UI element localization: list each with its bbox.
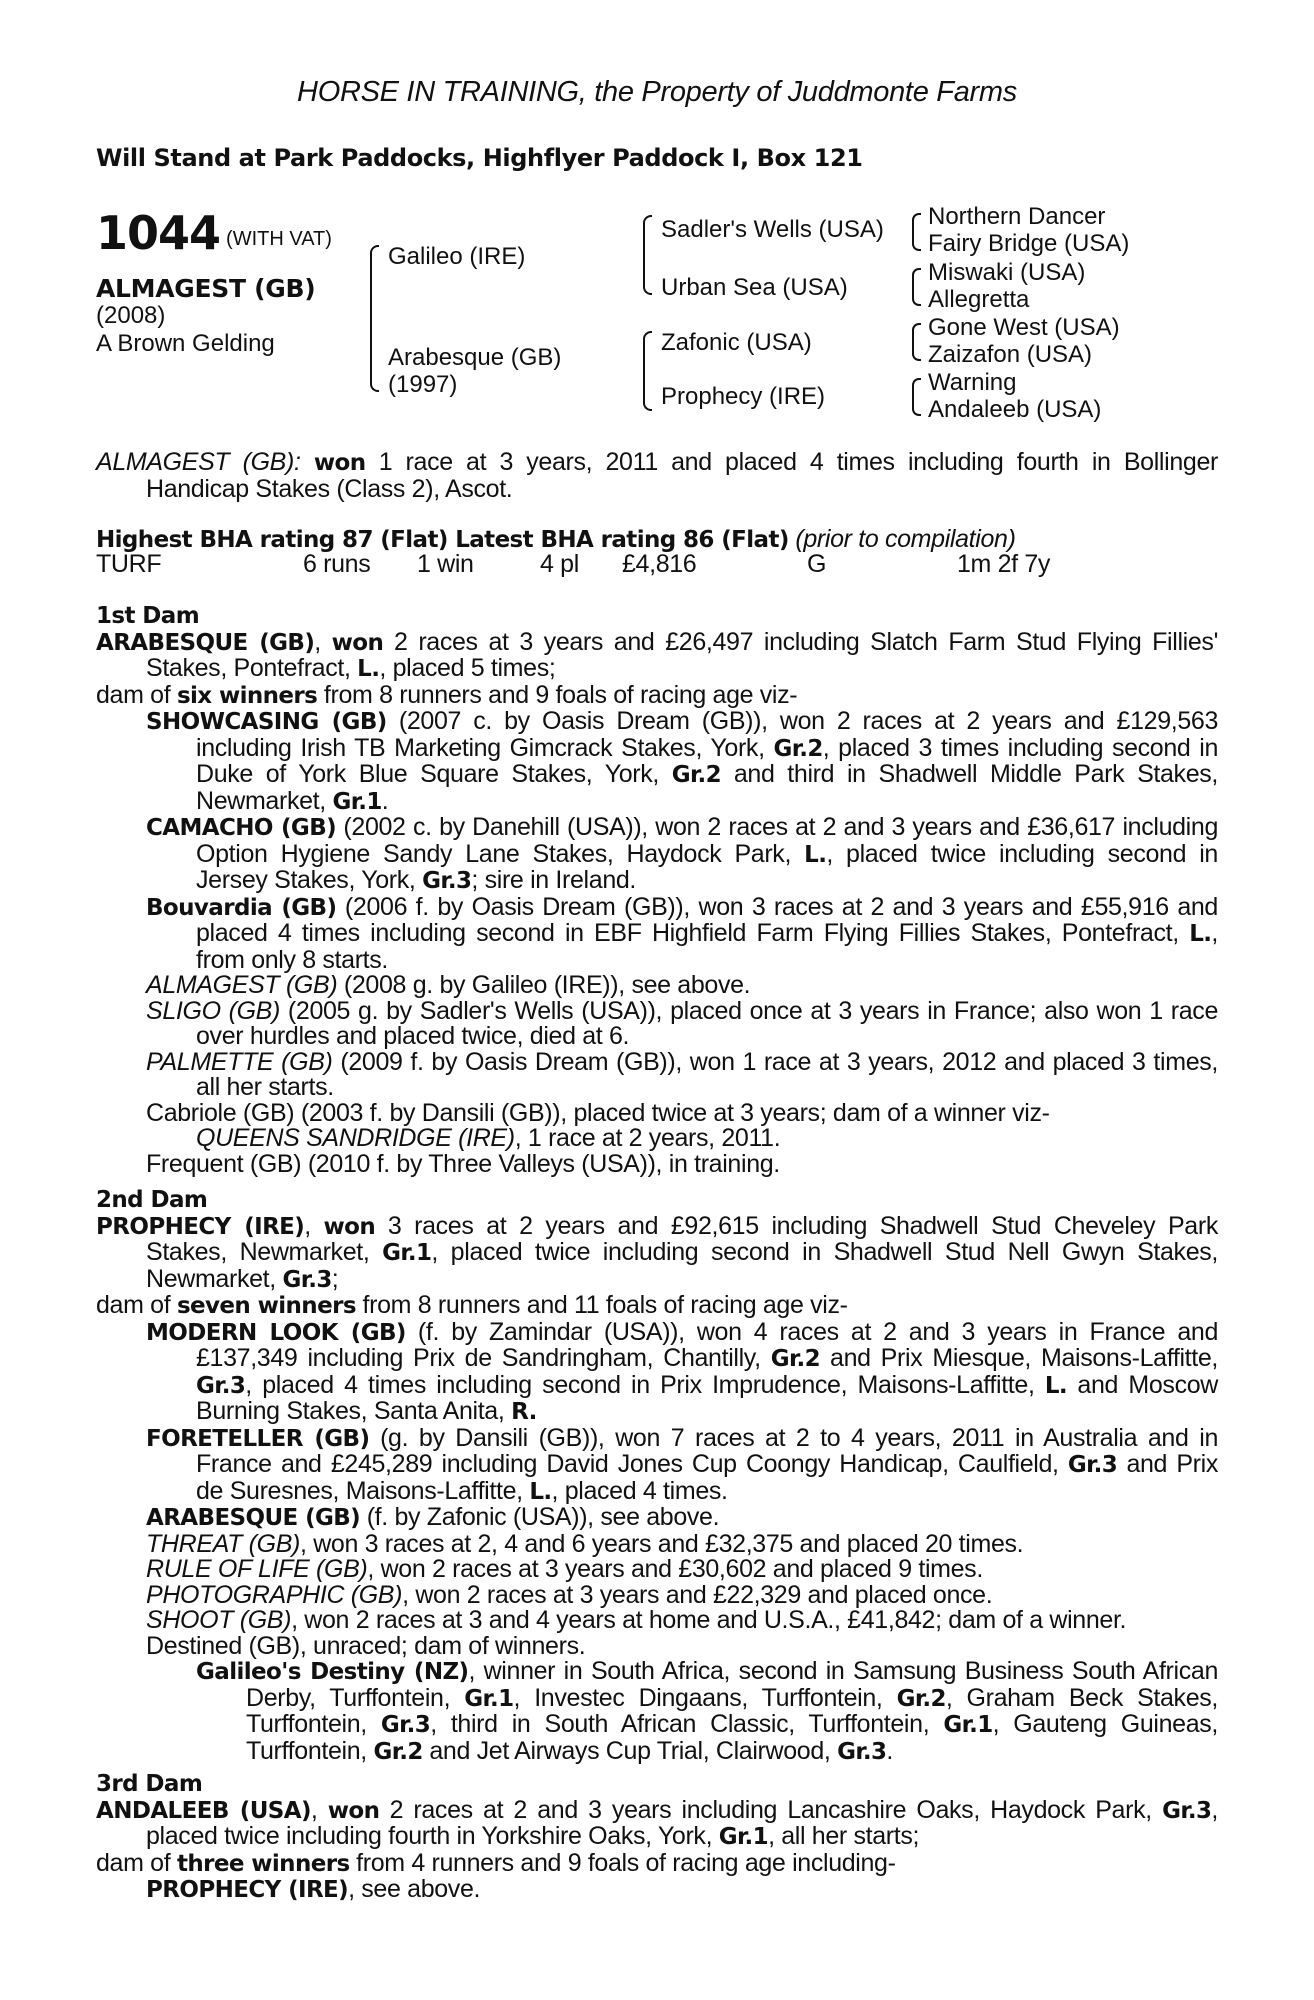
produce-entry: THREAT (GB), won 3 races at 2, 4 and 6 years and £32,375 and placed 20 times.	[146, 1529, 1024, 1558]
pedigree-brace-dam	[643, 331, 652, 411]
race-record	[96, 552, 1218, 578]
second-dam-record: PROPHECY (IRE), won 3 races at 2 years and £92,615 including Shadwell Stud Cheveley Park Stakes, Newmarket, Gr.1, placed twice including second in Shadwell Stud Nell Gwyn Stakes, Newmarket, Gr.3;	[96, 1211, 1218, 1293]
pedigree-gen3-3: Miswaki (USA)	[928, 259, 1086, 286]
third-dam-section	[96, 1772, 1218, 1904]
rating-note: (prior to compilation)	[795, 525, 1016, 553]
record-going: G	[807, 550, 827, 578]
pedigree-gen3-5: Gone West (USA)	[928, 314, 1120, 341]
produce-entry: Cabriole (GB) (2003 f. by Dansili (GB)), placed twice at 3 years; dam of a winner viz-	[146, 1098, 1050, 1127]
record-runs: 6 runs	[303, 550, 371, 578]
pedigree-brace-g4	[912, 378, 921, 416]
produce-entry: CAMACHO (GB) (2002 c. by Danehill (USA)), won 2 races at 2 and 3 years and £36,617 including Option Hygiene Sandy Lane Stakes, Haydock Park, L., placed twice including second in Jersey Stakes, York, Gr.3; sire in Ireland.	[146, 813, 1218, 894]
pedigree-gen3-4: Allegretta	[928, 286, 1030, 313]
pedigree-dam: Arabesque (GB)	[388, 344, 562, 371]
first-dam-section	[96, 604, 1218, 1177]
third-dam-record: ANDALEEB (USA), won 2 races at 2 and 3 years including Lancashire Oaks, Haydock Park, Gr.3, placed twice including fourth in Yorkshire Oaks, York, Gr.1, all her starts;	[96, 1795, 1218, 1850]
pedigree-gen3-2: Fairy Bridge (USA)	[928, 230, 1130, 257]
second-dam-heading: 2nd Dam	[96, 1187, 208, 1213]
stand-location: Will Stand at Park Paddocks, Highflyer Paddock I, Box 121	[96, 144, 863, 172]
horse-summary	[96, 450, 1218, 502]
first-dam-record: ARABESQUE (GB), won 2 races at 3 years and £26,497 including Slatch Farm Stud Flying Fillies' Stakes, Pontefract, L., placed 5 times;	[96, 627, 1218, 682]
pedigree-sire: Galileo (IRE)	[388, 243, 526, 270]
produce-entry: Galileo's Destiny (NZ), winner in South Africa, second in Samsung Business South African Derby, Turffontein, Gr.1, Investec Dingaans, Turffontein, Gr.2, Graham Beck Stakes, Turffontein, Gr.3, third in South African Classic, Turffontein, Gr.1, Gauteng Guineas, Turffontein, Gr.2 and Jet Airways Cup Trial, Clairwood, Gr.3.	[196, 1657, 1218, 1765]
produce-entry: SLIGO (GB) (2005 g. by Sadler's Wells (USA)), placed once at 3 years in France; also won 1 race over hurdles and placed twice, died at 6.	[146, 996, 1218, 1050]
pedigree-dam-year: (1997)	[388, 371, 458, 398]
record-distance: 1m 2f 7y	[957, 550, 1051, 578]
lot-number: 1044	[96, 206, 221, 260]
pedigree-dam-dam: Prophecy (IRE)	[661, 383, 826, 410]
pedigree-gen3-6: Zaizafon (USA)	[928, 341, 1093, 368]
lot-number-line	[96, 206, 332, 260]
pedigree-brace-g3	[912, 323, 921, 361]
pedigree-brace-gen1	[370, 245, 379, 392]
produce-entry: Destined (GB), unraced; dam of winners.	[146, 1631, 586, 1660]
third-dam-heading: 3rd Dam	[96, 1771, 203, 1797]
record-earnings: £4,816	[622, 550, 697, 578]
produce-entry: Frequent (GB) (2010 f. by Three Valleys (USA)), in training.	[146, 1149, 780, 1178]
first-dam-produce-intro: dam of six winners from 8 runners and 9 foals of racing age viz-	[96, 680, 798, 709]
first-dam-heading: 1st Dam	[96, 603, 200, 629]
produce-entry: PHOTOGRAPHIC (GB), won 2 races at 3 years and £22,329 and placed once.	[146, 1580, 993, 1609]
produce-entry: ALMAGEST (GB) (2008 g. by Galileo (IRE)), see above.	[146, 971, 751, 999]
summary-horse-name: ALMAGEST (GB):	[96, 448, 301, 476]
produce-entry: Bouvardia (GB) (2006 f. by Oasis Dream (GB)), won 3 races at 2 and 3 years and £55,916 and placed 4 times including second in EBF Highfield Farm Flying Fillies Stakes, Pontefract, L., from only 8 starts.	[146, 892, 1218, 974]
produce-entry: ARABESQUE (GB) (f. by Zafonic (USA)), see above.	[146, 1503, 720, 1531]
horse-description: A Brown Gelding	[96, 330, 275, 357]
second-dam-section	[96, 1188, 1218, 1765]
vat-note: (WITH VAT)	[226, 228, 332, 250]
pedigree-dam-sire: Zafonic (USA)	[661, 329, 812, 356]
summary-text: 1 race at 3 years, 2011 and placed 4 times including fourth in Bollinger Handicap Stakes (Class 2), Ascot.	[146, 448, 1218, 503]
pedigree-gen3-8: Andaleeb (USA)	[928, 396, 1102, 423]
pedigree-brace-g1	[912, 213, 921, 251]
pedigree-sire-sire: Sadler's Wells (USA)	[661, 216, 884, 243]
second-dam-produce-intro: dam of seven winners from 8 runners and 11 foals of racing age viz-	[96, 1291, 848, 1319]
horse-year: (2008)	[96, 302, 166, 329]
produce-entry: FORETELLER (GB) (g. by Dansili (GB)), won 7 races at 2 to 4 years, 2011 in Australia and in France and £245,289 including David Jones Cup Coongy Handicap, Caulfield, Gr.3 and Prix de Suresnes, Maisons-Laffitte, L., placed 4 times.	[146, 1423, 1218, 1505]
page-title: HORSE IN TRAINING, the Property of Juddmonte Farms	[297, 76, 1017, 108]
produce-entry: PALMETTE (GB) (2009 f. by Oasis Dream (GB)), won 1 race at 3 years, 2012 and placed 3 times, all her starts.	[146, 1047, 1218, 1101]
record-wins: 1 win	[417, 550, 474, 578]
pedigree-gen3-1: Northern Dancer	[928, 203, 1106, 230]
produce-entry: RULE OF LIFE (GB), won 2 races at 3 years and £30,602 and placed 9 times.	[146, 1555, 983, 1583]
summary-won: won	[313, 450, 366, 476]
produce-entry: SHOOT (GB), won 2 races at 3 and 4 years at home and U.S.A., £41,842; dam of a winner.	[146, 1606, 1127, 1634]
pedigree-gen3-7: Warning	[928, 369, 1017, 396]
pedigree-brace-sire	[643, 215, 652, 295]
record-surface: TURF	[96, 550, 162, 578]
third-dam-produce-intro: dam of three winners from 4 runners and 9 foals of racing age including-	[96, 1848, 896, 1877]
horse-name: ALMAGEST (GB)	[96, 274, 316, 303]
produce-entry: PROPHECY (IRE), see above.	[146, 1875, 481, 1903]
record-places: 4 pl	[540, 550, 579, 578]
bha-rating: Highest BHA rating 87 (Flat) Latest BHA rating 86 (Flat)	[96, 527, 789, 553]
pedigree-brace-g2	[912, 268, 921, 306]
produce-entry: SHOWCASING (GB) (2007 c. by Oasis Dream (GB)), won 2 races at 2 years and £129,563 including Irish TB Marketing Gimcrack Stakes, York, Gr.2, placed 3 times including second in Duke of York Blue Square Stakes, York, Gr.2 and third in Shadwell Middle Park Stakes, Newmarket, Gr.1.	[146, 707, 1219, 815]
pedigree-sire-dam: Urban Sea (USA)	[661, 274, 848, 301]
produce-entry: QUEENS SANDRIDGE (IRE), 1 race at 2 years, 2011.	[196, 1124, 781, 1152]
produce-entry: MODERN LOOK (GB) (f. by Zamindar (USA)), won 4 races at 2 and 3 years in France and £137,349 including Prix de Sandringham, Chantilly, Gr.2 and Prix Miesque, Maisons-Laffitte, Gr.3, placed 4 times including second in Prix Imprudence, Maisons-Laffitte, L. and Moscow Burning Stakes, Santa Anita, R.	[146, 1317, 1218, 1425]
